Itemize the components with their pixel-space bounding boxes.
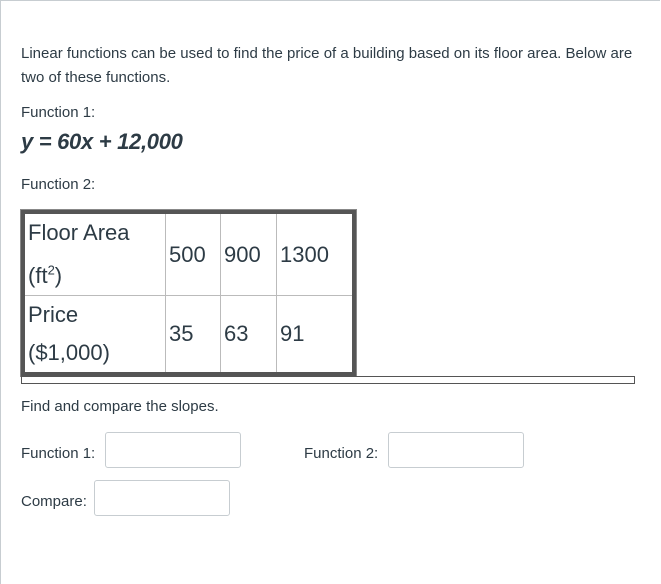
question-prompt: Find and compare the slopes. bbox=[21, 398, 219, 415]
table-row-header-price bbox=[23, 296, 166, 375]
function1-equation: y = 60x + 12,000 bbox=[21, 129, 183, 154]
answer-compare-input[interactable] bbox=[94, 480, 230, 516]
table-bottom-rule bbox=[21, 376, 635, 384]
table-cell: 500 bbox=[166, 212, 221, 296]
function2-table bbox=[21, 210, 356, 376]
row-header-unit: ($1,000) bbox=[28, 340, 110, 366]
answer-function2-label: Function 2: bbox=[304, 445, 379, 462]
row-header-unit: $(ft^2)$ bbox=[28, 263, 63, 289]
answer-function2-input[interactable] bbox=[388, 432, 524, 468]
table-cell: 1300 bbox=[277, 212, 355, 296]
answer-compare-label: Compare: bbox=[21, 493, 87, 510]
row-header-label: Floor Area bbox=[28, 220, 130, 245]
answer-function1-input[interactable] bbox=[105, 432, 241, 468]
answer-function1-label: Function 1: bbox=[21, 445, 96, 462]
question-intro: Linear functions can be used to find the price of a building based on its floor area. Below are two of these functions. bbox=[21, 45, 633, 86]
function2-label: Function 2: bbox=[21, 176, 96, 193]
table-cell: 900 bbox=[221, 212, 277, 296]
table-row bbox=[23, 212, 354, 296]
function1-label: Function 1: bbox=[21, 104, 96, 121]
table-cell: 35 bbox=[166, 296, 221, 375]
table-cell: 91 bbox=[277, 296, 355, 375]
row-header-label: Price bbox=[28, 302, 79, 328]
table-cell: 63 bbox=[221, 296, 277, 375]
table-row-header-floor-area bbox=[23, 212, 166, 296]
table-row bbox=[23, 296, 354, 375]
